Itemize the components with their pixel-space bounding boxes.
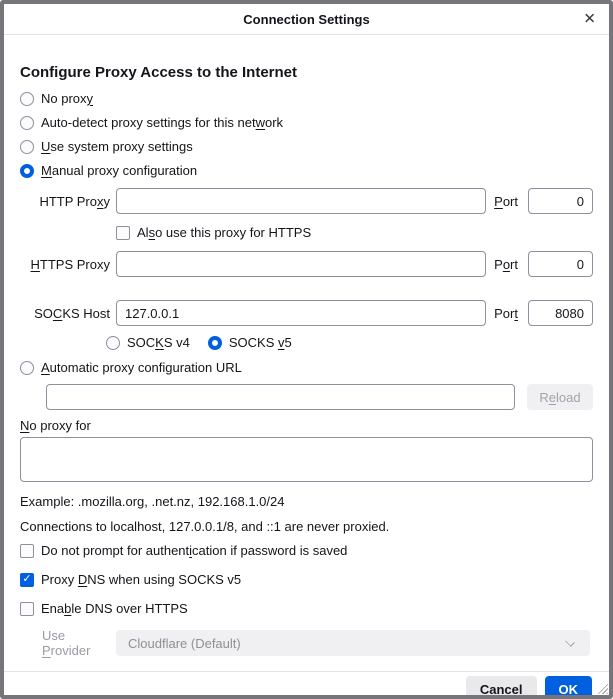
radio-icon[interactable] xyxy=(20,361,34,375)
http-proxy-label: HTTP Proxy xyxy=(39,193,110,209)
http-proxy-row xyxy=(20,188,593,214)
check-icon: ✓ xyxy=(22,573,32,585)
checkbox-icon[interactable] xyxy=(20,544,34,558)
radio-no-proxy[interactable] xyxy=(20,91,593,106)
radio-icon[interactable] xyxy=(20,92,34,106)
https-proxy-row xyxy=(20,251,593,277)
page-title: Configure Proxy Access to the Internet xyxy=(20,64,298,81)
dialog-content xyxy=(4,64,609,658)
no-proxy-for-label: No proxy for xyxy=(20,418,91,433)
checkbox-icon[interactable] xyxy=(116,226,130,240)
titlebar xyxy=(4,4,609,35)
socks-host-label: SOCKS Host xyxy=(34,305,110,321)
radio-label: Use system proxy settings xyxy=(41,139,193,154)
radio-socks-v4[interactable] xyxy=(106,335,190,350)
radio-icon[interactable] xyxy=(20,140,34,154)
also-https-checkbox-row[interactable] xyxy=(116,225,593,240)
radio-icon[interactable] xyxy=(20,116,34,130)
socks-port-input[interactable] xyxy=(528,300,593,326)
radio-manual-proxy[interactable] xyxy=(20,163,593,178)
auto-config-url-row xyxy=(46,384,593,410)
http-port-label: Port xyxy=(494,193,518,209)
radio-auto-detect[interactable] xyxy=(20,115,593,130)
checkbox-label: Do not prompt for authentication if password is saved xyxy=(41,543,348,558)
chevron-down-icon xyxy=(565,637,575,647)
close-icon[interactable]: ✕ xyxy=(583,9,596,28)
https-proxy-label: HTTPS Proxy xyxy=(30,256,110,272)
use-provider-label: Use Provider xyxy=(42,628,91,658)
checkbox-no-auth-prompt[interactable] xyxy=(20,543,593,558)
socks-port-label: Port xyxy=(494,305,518,321)
checkbox-label: Also use this proxy for HTTPS xyxy=(137,225,312,240)
radio-label: No proxy xyxy=(41,91,94,106)
proxy-mode-radio-group xyxy=(20,91,593,178)
radio-icon-selected[interactable] xyxy=(20,164,34,178)
radio-socks-v5[interactable] xyxy=(208,335,292,350)
checkbox-checked-icon[interactable] xyxy=(20,573,34,587)
provider-dropdown[interactable] xyxy=(116,630,590,656)
radio-icon[interactable] xyxy=(106,336,120,350)
https-port-label: Port xyxy=(494,256,518,272)
radio-label: Automatic proxy configuration URL xyxy=(41,360,242,375)
ok-button[interactable]: OK xyxy=(545,676,593,699)
no-proxy-for-textarea[interactable] xyxy=(20,437,593,482)
doh-provider-row xyxy=(20,628,593,658)
reload-button[interactable]: Reload xyxy=(527,384,593,410)
https-port-input[interactable] xyxy=(528,251,593,277)
radio-label: SOCKS v4 xyxy=(127,335,190,350)
radio-label: Manual proxy configuration xyxy=(41,163,198,178)
https-proxy-input[interactable] xyxy=(116,251,486,277)
checkbox-dns-over-https[interactable] xyxy=(20,601,593,616)
provider-selected-value: Cloudflare (Default) xyxy=(128,635,241,651)
dialog-title: Connection Settings xyxy=(243,11,370,27)
radio-system-proxy[interactable] xyxy=(20,139,593,154)
radio-auto-config-url[interactable] xyxy=(20,360,593,375)
radio-icon-selected[interactable] xyxy=(208,336,222,350)
radio-label: Auto-detect proxy settings for this network xyxy=(41,115,284,130)
no-proxy-example-text: Example: .mozilla.org, .net.nz, 192.168.1.0/24 xyxy=(20,494,285,509)
socks-host-row xyxy=(20,300,593,326)
checkbox-label: Proxy DNS when using SOCKS v5 xyxy=(41,572,242,587)
dialog-footer xyxy=(4,671,609,699)
auto-config-url-input[interactable] xyxy=(46,384,515,410)
http-port-input[interactable] xyxy=(528,188,593,214)
socks-host-input[interactable] xyxy=(116,300,486,326)
checkbox-icon[interactable] xyxy=(20,602,34,616)
checkbox-proxy-dns-socks5[interactable] xyxy=(20,572,593,587)
socks-version-radio-group xyxy=(106,335,593,350)
radio-label: SOCKS v5 xyxy=(228,335,292,350)
no-proxy-note-text: Connections to localhost, 127.0.0.1/8, and ::1 are never proxied. xyxy=(20,519,390,534)
cancel-button[interactable]: Cancel xyxy=(466,676,537,699)
http-proxy-input[interactable] xyxy=(116,188,486,214)
checkbox-label: Enable DNS over HTTPS xyxy=(41,601,188,616)
